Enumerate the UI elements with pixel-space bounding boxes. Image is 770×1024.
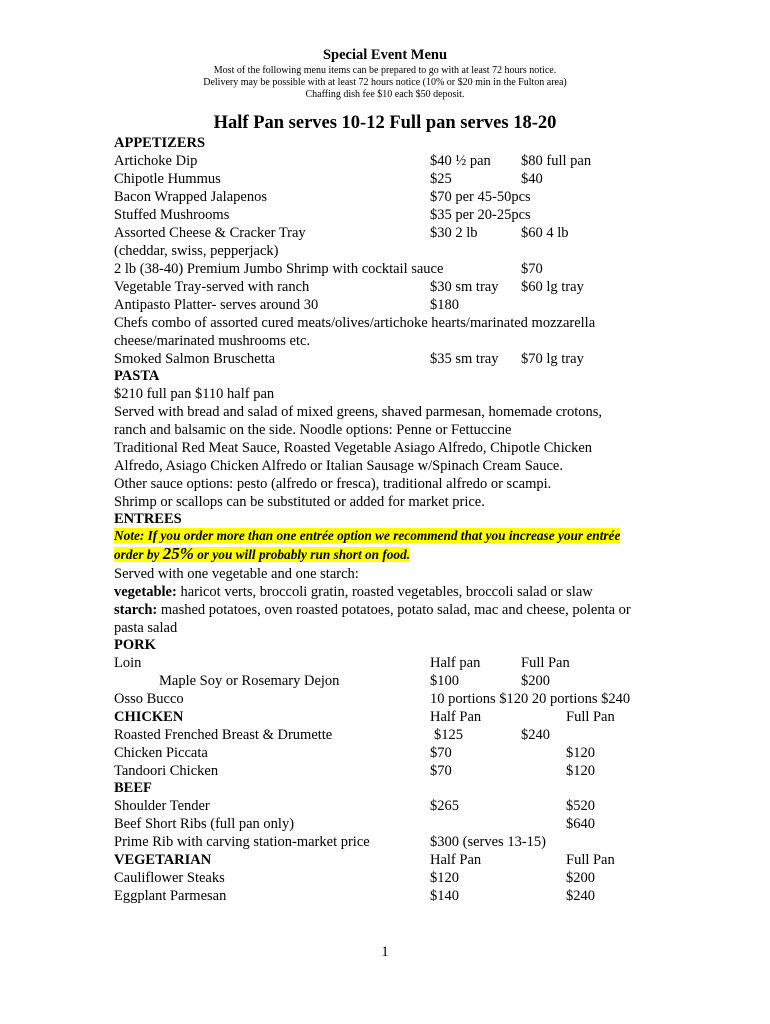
- cheese-tray-price-large: $60 4 lb: [521, 225, 569, 241]
- pork-loin-full-price: $200: [521, 673, 550, 689]
- chipotle-hummus-name: Chipotle Hummus: [114, 171, 221, 187]
- entree-note-line-2: [114, 545, 410, 564]
- antipasto-name: Antipasto Platter- serves around 30: [114, 297, 319, 313]
- chipotle-hummus-price-2: $40: [521, 171, 543, 187]
- pasta-line: Shrimp or scallops can be substituted or added for market price.: [114, 494, 485, 510]
- tandoori-chicken-name: Tandoori Chicken: [114, 763, 219, 779]
- prime-rib-name: Prime Rib with carving station-market price: [114, 834, 370, 850]
- salmon-bruschetta-price-large: $70 lg tray: [521, 351, 584, 367]
- artichoke-dip-full-price: $80 full pan: [521, 153, 592, 169]
- osso-bucco-name: Osso Bucco: [114, 691, 184, 707]
- shrimp-name: 2 lb (38-40) Premium Jumbo Shrimp with cocktail sauce: [114, 261, 444, 277]
- pasta-line: Alfredo, Asiago Chicken Alfredo or Italian Sausage w/Spinach Cream Sauce.: [114, 458, 563, 474]
- bacon-jalapenos-price: $70 per 45-50pcs: [430, 189, 531, 205]
- entree-note-text-2a: order by: [114, 547, 163, 562]
- cheese-tray-description: (cheddar, swiss, pepperjack): [114, 243, 279, 259]
- tandoori-chicken-full-price: $120: [566, 763, 595, 779]
- vegetable-tray-name: Vegetable Tray-served with ranch: [114, 279, 310, 295]
- starch-label: starch:: [114, 602, 158, 618]
- pork-loin-half-price: $100: [430, 673, 459, 689]
- starch-text: mashed potatoes, oven roasted potatoes, potato salad, mac and cheese, polenta or: [157, 602, 631, 618]
- salmon-bruschetta-price-small: $35 sm tray: [430, 351, 499, 367]
- entree-vegetable-options: [114, 583, 593, 601]
- chipotle-hummus-price-1: $25: [430, 171, 452, 187]
- artichoke-dip-half-price: $40 ½ pan: [430, 153, 491, 169]
- entree-note-text-1: Note: If you order more than one entrée option we recommend that you increase your entrée: [114, 528, 621, 543]
- roasted-chicken-full-price: $240: [521, 727, 550, 743]
- chicken-half-pan-header: Half Pan: [430, 709, 482, 725]
- entrees-heading: ENTREES: [114, 511, 182, 527]
- artichoke-dip-name: Artichoke Dip: [114, 153, 198, 169]
- eggplant-parmesan-half-price: $140: [430, 888, 459, 904]
- entree-served-with: Served with one vegetable and one starch:: [114, 566, 359, 582]
- eggplant-parmesan-name: Eggplant Parmesan: [114, 888, 227, 904]
- entree-starch-options: [114, 601, 631, 619]
- cheese-tray-price-small: $30 2 lb: [430, 225, 478, 241]
- appetizers-heading: APPETIZERS: [114, 135, 206, 151]
- roasted-chicken-name: Roasted Frenched Breast & Drumette: [114, 727, 333, 743]
- roasted-chicken-half-price: $125: [434, 727, 463, 743]
- short-ribs-name: Beef Short Ribs (full pan only): [114, 816, 295, 832]
- chicken-piccata-name: Chicken Piccata: [114, 745, 208, 761]
- stuffed-mushrooms-name: Stuffed Mushrooms: [114, 207, 230, 223]
- tandoori-chicken-half-price: $70: [430, 763, 452, 779]
- vegetable-text: haricot verts, broccoli gratin, roasted vegetables, broccoli salad or slaw: [176, 584, 593, 600]
- cauliflower-steaks-name: Cauliflower Steaks: [114, 870, 225, 886]
- chicken-piccata-half-price: $70: [430, 745, 452, 761]
- pork-half-pan-header: Half pan: [430, 655, 481, 671]
- cauliflower-steaks-full-price: $200: [566, 870, 595, 886]
- shoulder-tender-half-price: $265: [430, 798, 459, 814]
- chicken-heading: CHICKEN: [114, 709, 184, 725]
- menu-title: Special Event Menu: [322, 47, 448, 63]
- vegetarian-full-pan-header: Full Pan: [566, 852, 615, 868]
- chefs-combo-line-1: Chefs combo of assorted cured meats/olives/artichoke hearts/marinated mozzarella: [114, 315, 596, 331]
- chefs-combo-line-2: cheese/marinated mushrooms etc.: [114, 333, 311, 349]
- pork-loin-name: Loin: [114, 655, 142, 671]
- shrimp-price: $70: [521, 261, 543, 277]
- stuffed-mushrooms-price: $35 per 20-25pcs: [430, 207, 531, 223]
- salmon-bruschetta-name: Smoked Salmon Bruschetta: [114, 351, 276, 367]
- pan-size-subtitle: Half Pan serves 10-12 Full pan serves 18-20: [213, 113, 557, 133]
- pasta-price: $210 full pan $110 half pan: [114, 386, 275, 402]
- pasta-line: Served with bread and salad of mixed greens, shaved parmesan, homemade crotons,: [114, 404, 603, 420]
- antipasto-price: $180: [430, 297, 459, 313]
- eggplant-parmesan-full-price: $240: [566, 888, 595, 904]
- vegetable-tray-price-small: $30 sm tray: [430, 279, 499, 295]
- vegetarian-heading: VEGETARIAN: [114, 852, 212, 868]
- entree-note-percentage: 25%: [162, 544, 194, 563]
- entree-note-line-1: [114, 527, 620, 545]
- header-note-1: Most of the following menu items can be prepared to go with at least 72 hours notice.: [213, 65, 557, 76]
- pasta-line: ranch and balsamic on the side. Noodle options: Penne or Fettuccine: [114, 422, 512, 438]
- vegetable-tray-price-large: $60 lg tray: [521, 279, 584, 295]
- pasta-heading: PASTA: [114, 368, 160, 384]
- pork-heading: PORK: [114, 637, 156, 653]
- chicken-full-pan-header: Full Pan: [566, 709, 615, 725]
- prime-rib-price: $300 (serves 13-15): [430, 834, 546, 850]
- header-note-3: Chaffing dish fee $10 each $50 deposit.: [305, 89, 465, 100]
- bacon-jalapenos-name: Bacon Wrapped Jalapenos: [114, 189, 267, 205]
- osso-bucco-price: 10 portions $120 20 portions $240: [430, 691, 631, 707]
- entree-note-text-2b: or you will probably run short on food.: [193, 547, 411, 562]
- header-note-2: Delivery may be possible with at least 72 hours notice (10% or $20 min in the Fulton area): [203, 77, 567, 88]
- vegetarian-half-pan-header: Half Pan: [430, 852, 482, 868]
- cauliflower-steaks-half-price: $120: [430, 870, 459, 886]
- pasta-line: Other sauce options: pesto (alfredo or fresca), traditional alfredo or scampi.: [114, 476, 552, 492]
- short-ribs-full-price: $640: [566, 816, 595, 832]
- cheese-tray-name: Assorted Cheese & Cracker Tray: [114, 225, 306, 241]
- chicken-piccata-full-price: $120: [566, 745, 595, 761]
- pasta-line: Traditional Red Meat Sauce, Roasted Vegetable Asiago Alfredo, Chipotle Chicken: [114, 440, 593, 456]
- entree-note-line-2-highlight: [114, 544, 411, 563]
- entree-starch-options-cont: pasta salad: [114, 620, 178, 636]
- pork-loin-style: Maple Soy or Rosemary Dejon: [159, 673, 340, 689]
- beef-heading: BEEF: [114, 780, 152, 796]
- shoulder-tender-full-price: $520: [566, 798, 595, 814]
- shoulder-tender-name: Shoulder Tender: [114, 798, 210, 814]
- vegetable-label: vegetable:: [114, 584, 177, 600]
- pork-full-pan-header: Full Pan: [521, 655, 570, 671]
- page-number: 1: [381, 944, 389, 960]
